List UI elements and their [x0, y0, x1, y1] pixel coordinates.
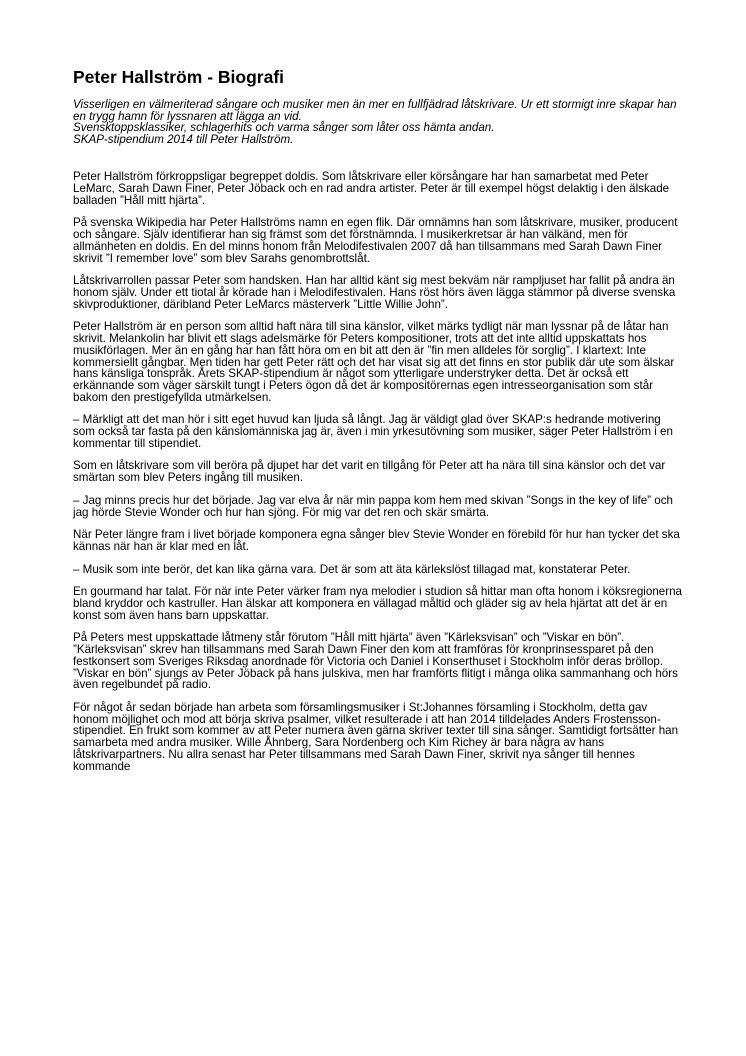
- intro-line: Visserligen en välmeriterad sångare och musiker men än mer en fullfjädrad låtskrivare. Ur ett stormigt inre skapar han en trygg hamn för lyssnaren att lägga an vid.: [73, 98, 677, 123]
- body-text: [73, 171, 685, 772]
- intro-line: SKAP-stipendium 2014 till Peter Hallström.: [73, 132, 294, 146]
- document-page: [73, 66, 685, 783]
- paragraph: Låtskrivarrollen passar Peter som handsken. Han har alltid känt sig mest bekväm när rampljuset har fallit på andra än honom själv. Under ett tiotal år körade han i Melodifestivalen. Hans röst hörs även lägga stämmor på diverse svenska skivproduktioner, däribland Peter LeMarcs mästerverk ”Little Willie John”.: [73, 274, 676, 311]
- paragraph: – Jag minns precis hur det började. Jag var elva år när min pappa kom hem med skivan ”Songs in the key of life” och jag hörde Stevie Wonder och hur han sjöng. För mig var det ren och skär smärta.: [73, 493, 673, 519]
- paragraph: På Peters mest uppskattade låtmeny står förutom ”Håll mitt hjärta” även ”Kärleksvisan” och ”Viskar en bön”. ”Kärleksvisan” skrev han tillsammans med Sarah Dawn Finer den kom att framföras för kronprinsessparet på den festkonsert som Sveriges Riksdag anordnade för Victoria och Daniel i Konserthuset i Stockholm inför deras bröllop. ”Viskar en bön” sjungs av Peter Jöback på hans julskiva, men har framförts flitigt i många olika sammanhang och hörs även regelbundet på radio.: [73, 631, 678, 692]
- paragraph: Som en låtskrivare som vill beröra på djupet har det varit en tillgång för Peter att ha nära till sina känslor och det var smärtan som blev Peters ingång till musiken.: [73, 459, 666, 485]
- page-title: Peter Hallström - Biografi: [73, 67, 285, 87]
- paragraph: Peter Hallström förkroppsligar begreppet doldis. Som låtskrivare eller körsångare har han samarbetat med Peter LeMarc, Sarah Dawn Finer, Peter Jöback och en rad andra artister. Peter är till exempel högst delaktig i den älskade balladen ”Håll mitt hjärta”.: [73, 170, 670, 207]
- paragraph: En gourmand har talat. För när inte Peter värker fram nya melodier i studion så hittar man ofta honom i köksregionerna bland kryddor och kastruller. Han älskar att komponera en vällagad måltid och gläder sig av hela hjärtat att det är en konst som även hans barn uppskattar.: [73, 585, 682, 622]
- intro-line: Svensktoppsklassiker, schlagerhits och varma sånger som låter oss hämta andan.: [73, 121, 495, 135]
- paragraph: – Märkligt att det man hör i sitt eget huvud kan ljuda så långt. Jag är väldigt glad över SKAP:s hedrande motivering som också tar fasta på den känslomänniska jag är, även i min yrkesutövning som musiker, säger Peter Hallström i en kommentar till stipendiet.: [73, 413, 673, 450]
- paragraph: När Peter längre fram i livet började komponera egna sånger blev Stevie Wonder en förebild för hur han tycker det ska kännas när han är klar med en låt.: [73, 528, 680, 553]
- paragraph: – Musik som inte berör, det kan lika gärna vara. Det är som att äta kärlekslöst tillagad mat, konstaterar Peter.: [73, 562, 631, 576]
- paragraph: För något år sedan började han arbeta som församlingsmusiker i St:Johannes församling i Stockholm, detta gav honom möjlighet och mod att börja skriva psalmer, vilket resulterade i att han 2014 tilldelades Anders Frostensson-stipendiet. En frukt som kommer av att Peter numera även gärna skriver texter till sina sånger. Samtidigt fortsätter han samarbeta med andra musiker. Wille Åhnberg, Sara Nordenberg och Kim Richey är bara några av hans låtskrivarpartners. Nu allra senast har Peter tillsammans med Sarah Dawn Finer, skrivit nya sånger till hennes kommande: [73, 700, 679, 773]
- paragraph: På svenska Wikipedia har Peter Hallströms namn en egen flik. Där omnämns han som låtskrivare, musiker, producent och sångare. Själv identifierar han sig främst som det förstnämnda. I musikerkretsar är han välkänd, men för allmänheten en doldis. En del minns honom från Melodifestivalen 2007 då han tillsammans med Sarah Dawn Finer skrivit ”I remember love” som blev Sarahs genombrottslåt.: [73, 216, 678, 265]
- intro-section: [73, 99, 685, 145]
- paragraph: Peter Hallström är en person som alltid haft nära till sina känslor, vilket märks tydligt när man lyssnar på de låtar han skrivit. Melankolin har blivit ett slags adelsmärke för Peters kompositioner, trots att det inte alltid uppskattats hos musikförlagen. Mer än en gång har han fått höra om en bit att den är ”fin men alldeles för sorglig”. I klartext: Inte kommersiellt gångbar. Men tiden har gett Peter rätt och det har visat sig att det finns en stor publik där ute som älskar hans känsliga tonspråk. Årets SKAP-stipendium är något som ytterligare understryker detta. Det är också ett erkännande som väger särskilt tungt i Peters ögon då det är kompositörernas egen intresseorganisation som står bakom den prestigefyllda utmärkelsen.: [73, 320, 675, 404]
